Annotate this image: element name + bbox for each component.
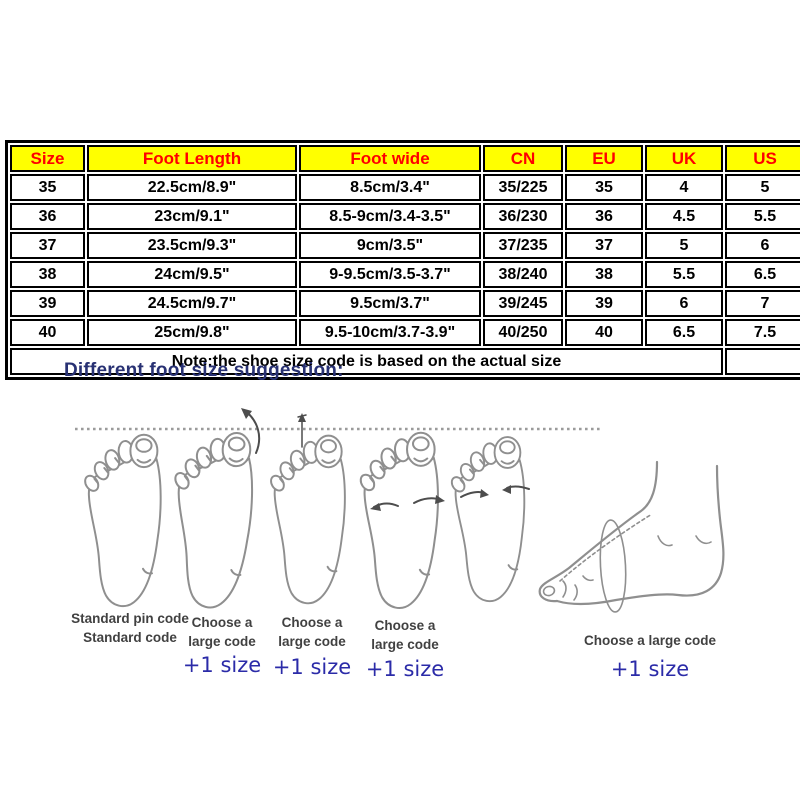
table-row: [10, 290, 800, 317]
table-cell: 36: [10, 203, 85, 230]
shoe-size-table: [5, 140, 800, 380]
table-cell: 36/230: [483, 203, 563, 230]
plus-one-size-label: +1 size: [610, 657, 690, 681]
foot-label-large-side: [555, 631, 745, 650]
table-cell: 9.5-10cm/3.7-3.9": [299, 319, 481, 346]
table-cell: 37/235: [483, 232, 563, 259]
side-foot-icon: [540, 462, 724, 613]
foot-label-line: large code: [278, 634, 346, 649]
footprint-long-big-toe-icon: [168, 431, 254, 609]
col-header-foot-wide: Foot wide: [299, 145, 481, 172]
foot-label-line: large code: [371, 637, 439, 652]
table-cell: 39: [565, 290, 643, 317]
footprint-wide-icon: [358, 433, 438, 608]
table-cell: 25cm/9.8": [87, 319, 297, 346]
table-cell: 7.5: [725, 319, 800, 346]
table-cell: 24.5cm/9.7": [87, 290, 297, 317]
table-cell: 35/225: [483, 174, 563, 201]
foot-label-line: Choose a large code: [583, 633, 717, 648]
table-cell: 37: [565, 232, 643, 259]
foot-size-diagram: [0, 388, 800, 628]
diagram-heading: Different foot size suggestion:: [64, 360, 344, 381]
table-cell: 23.5cm/9.3": [87, 232, 297, 259]
table-row: [10, 203, 800, 230]
table-cell: 40: [565, 319, 643, 346]
table-cell: 39/245: [483, 290, 563, 317]
table-cell: 9.5cm/3.7": [299, 290, 481, 317]
table-cell: 5: [645, 232, 723, 259]
table-cell: 24cm/9.5": [87, 261, 297, 288]
col-header-foot-length: Foot Length: [87, 145, 297, 172]
table-cell: 36: [565, 203, 643, 230]
foot-label-line: Standard code: [83, 630, 177, 645]
col-header-cn: CN: [483, 145, 563, 172]
col-header-us: US: [725, 145, 800, 172]
table-cell: 4: [645, 174, 723, 201]
table-cell: 39: [10, 290, 85, 317]
col-header-eu: EU: [565, 145, 643, 172]
foot-label-line: large code: [188, 634, 256, 649]
table-cell: 9cm/3.5": [299, 232, 481, 259]
foot-label-line: Choose a: [281, 615, 343, 630]
table-cell: 37: [10, 232, 85, 259]
table-cell: 35: [10, 174, 85, 201]
col-header-size: Size: [10, 145, 85, 172]
table-header-row: [10, 145, 800, 172]
table-row: [10, 319, 800, 346]
table-cell: 8.5cm/3.4": [299, 174, 481, 201]
footprint-narrow-icon: [448, 437, 526, 602]
table-cell: 4.5: [645, 203, 723, 230]
table-cell: 5.5: [645, 261, 723, 288]
table-cell: 6.5: [645, 319, 723, 346]
table-row: [10, 174, 800, 201]
table-cell: 23cm/9.1": [87, 203, 297, 230]
table-cell: 22.5cm/8.9": [87, 174, 297, 201]
table-cell: 38/240: [483, 261, 563, 288]
table-cell: 5: [725, 174, 800, 201]
plus-one-size-label: +1 size: [365, 657, 445, 681]
table-cell: 9-9.5cm/3.5-3.7": [299, 261, 481, 288]
plus-one-size-label: +1 size: [182, 653, 262, 677]
table-cell: 6: [725, 232, 800, 259]
foot-label-large-3: [353, 616, 457, 654]
table-cell: 40/250: [483, 319, 563, 346]
table-cell: 6.5: [725, 261, 800, 288]
plus-one-size-label: +1 size: [272, 655, 352, 679]
col-header-uk: UK: [645, 145, 723, 172]
foot-label-large-2: [262, 613, 362, 651]
table-cell: 35: [565, 174, 643, 201]
table-cell: 38: [10, 261, 85, 288]
table-cell: 6: [645, 290, 723, 317]
empty-cell: [725, 348, 800, 375]
foot-label-line: Choose a: [191, 615, 253, 630]
size-note-text: Note:the shoe size code is based on the actual size: [10, 348, 723, 375]
foot-label-large-1: [172, 613, 272, 651]
table-cell: 40: [10, 319, 85, 346]
footprint-long-second-toe-icon: [268, 436, 344, 604]
foot-label-line: Standard pin code: [71, 611, 189, 626]
table-row: [10, 232, 800, 259]
table-cell: 38: [565, 261, 643, 288]
table-cell: 8.5-9cm/3.4-3.5": [299, 203, 481, 230]
table-row: [10, 261, 800, 288]
table-cell: 7: [725, 290, 800, 317]
table-cell: 5.5: [725, 203, 800, 230]
foot-label-line: Choose a: [374, 618, 436, 633]
footprint-standard-icon: [82, 435, 160, 606]
